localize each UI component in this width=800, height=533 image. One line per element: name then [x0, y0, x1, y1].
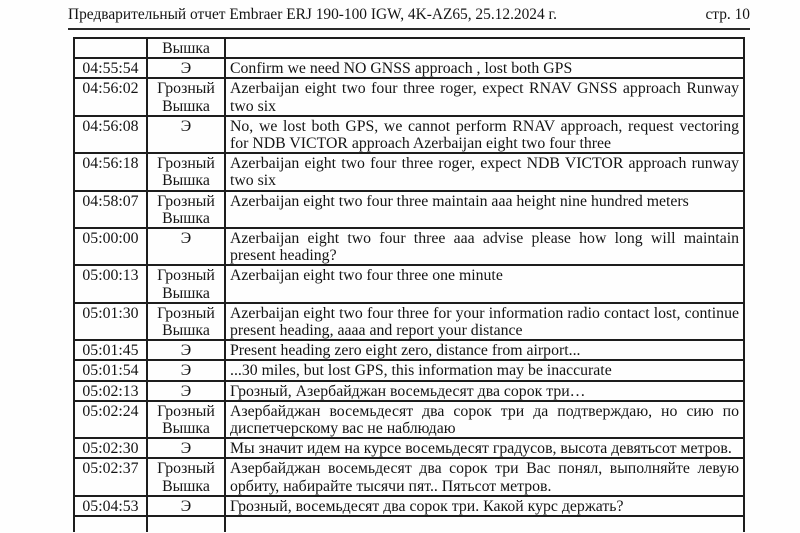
time-cell: 05:00:00: [74, 228, 147, 265]
text-cell: ...30 miles, but lost GPS, this information may be inaccurate: [225, 360, 744, 380]
time-cell: 05:02:13: [74, 381, 147, 401]
speaker-cell: Э: [147, 438, 225, 458]
table-row: [74, 496, 744, 516]
report-title: Предварительный отчет Embraer ERJ 190-100 IGW, 4K-AZ65, 25.12.2024 г.: [68, 6, 557, 23]
table-row: [74, 340, 744, 360]
text-cell: [225, 516, 744, 532]
text-cell: Azerbaijan eight two four three aaa advise please how long will maintain present heading?: [225, 228, 744, 265]
text-cell: Грозный, восемьдесят два сорок три. Какой курс держать?: [225, 496, 744, 516]
table-row: [74, 153, 744, 190]
time-cell: 04:56:18: [74, 153, 147, 190]
speaker-cell: Э: [147, 228, 225, 265]
speaker-cell: Грозный Вышка: [147, 303, 225, 340]
table-row: [74, 381, 744, 401]
text-cell: Azerbaijan eight two four three one minute: [225, 265, 744, 302]
time-cell: 04:58:07: [74, 191, 147, 228]
time-cell: 05:02:24: [74, 401, 147, 438]
time-cell: 05:02:37: [74, 458, 147, 495]
text-cell: No, we lost both GPS, we cannot perform RNAV approach, request vectoring for NDB VICTOR approach Azerbaijan eight two four three: [225, 116, 744, 153]
table-row: [74, 78, 744, 115]
text-cell: Azerbaijan eight two four three roger, expect RNAV GNSS approach Runway two six: [225, 78, 744, 115]
table-row: [74, 458, 744, 495]
time-cell: 05:01:54: [74, 360, 147, 380]
speaker-cell: Грозный Вышка: [147, 153, 225, 190]
transcript-table: [73, 37, 745, 532]
speaker-cell: Э: [147, 381, 225, 401]
time-cell: [74, 38, 147, 58]
text-cell: Azerbaijan eight two four three for your information radio contact lost, continue present heading, aaaa and report your distance: [225, 303, 744, 340]
table-row: [74, 191, 744, 228]
speaker-cell: [147, 516, 225, 532]
speaker-cell: Э: [147, 496, 225, 516]
text-cell: Azerbaijan eight two four three maintain aaa height nine hundred meters: [225, 191, 744, 228]
speaker-cell: Э: [147, 58, 225, 78]
text-cell: Azerbaijan eight two four three roger, expect NDB VICTOR approach runway two six: [225, 153, 744, 190]
table-row: [74, 38, 744, 58]
time-cell: 04:56:08: [74, 116, 147, 153]
speaker-cell: Грозный Вышка: [147, 191, 225, 228]
text-cell: Грозный, Азербайджан восемьдесят два сорок три…: [225, 381, 744, 401]
table-row: [74, 116, 744, 153]
text-cell: Present heading zero eight zero, distance from airport...: [225, 340, 744, 360]
text-cell: Азербайджан восемьдесят два сорок три Вас понял, выполняйте левую орбиту, набирайте тысячи пят.. Пятьсот метров.: [225, 458, 744, 495]
speaker-cell: Грозный Вышка: [147, 78, 225, 115]
time-cell: [74, 516, 147, 532]
text-cell: Confirm we need NO GNSS approach , lost both GPS: [225, 58, 744, 78]
speaker-cell: Вышка: [147, 38, 225, 58]
page-header: [68, 6, 750, 30]
speaker-cell: Э: [147, 116, 225, 153]
table-row: [74, 265, 744, 302]
text-cell: Азербайджан восемьдесят два сорок три да подтверждаю, но сию по диспетчерскому вас не наблюдаю: [225, 401, 744, 438]
table-row: [74, 516, 744, 532]
text-cell: Мы значит идем на курсе восемьдесят градусов, высота девятьсот метров.: [225, 438, 744, 458]
page-number: стр. 10: [705, 6, 750, 23]
time-cell: 05:04:53: [74, 496, 147, 516]
time-cell: 04:56:02: [74, 78, 147, 115]
table-row: [74, 228, 744, 265]
speaker-cell: Грозный Вышка: [147, 401, 225, 438]
table-row: [74, 58, 744, 78]
time-cell: 05:01:30: [74, 303, 147, 340]
table-row: [74, 303, 744, 340]
time-cell: 04:55:54: [74, 58, 147, 78]
speaker-cell: Э: [147, 340, 225, 360]
table-row: [74, 401, 744, 438]
speaker-cell: Грозный Вышка: [147, 458, 225, 495]
speaker-cell: Э: [147, 360, 225, 380]
table-row: [74, 360, 744, 380]
time-cell: 05:00:13: [74, 265, 147, 302]
time-cell: 05:02:30: [74, 438, 147, 458]
text-cell: [225, 38, 744, 58]
table-row: [74, 438, 744, 458]
time-cell: 05:01:45: [74, 340, 147, 360]
speaker-cell: Грозный Вышка: [147, 265, 225, 302]
